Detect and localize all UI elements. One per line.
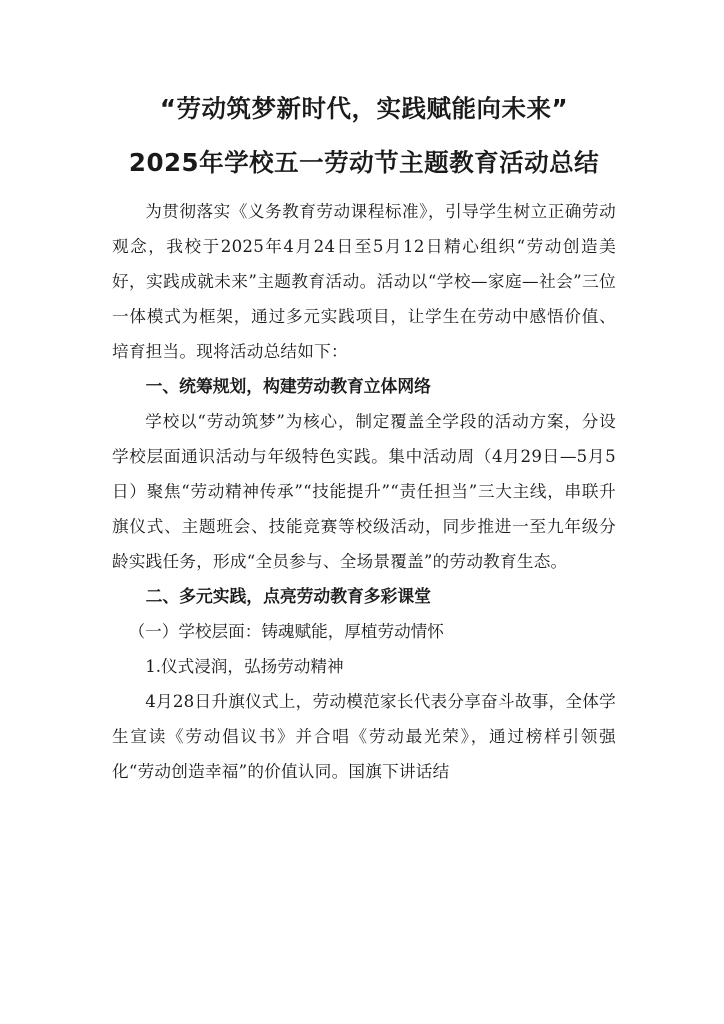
section1-heading: 一、统筹规划，构建劳动教育立体网络 — [145, 376, 431, 396]
document-title-line2: 2025年学校五一劳动节主题教育活动总结 — [128, 148, 600, 177]
section2-heading: 二、多元实践，点亮劳动教育多彩课堂 — [145, 586, 431, 606]
document-title-line1: “劳动筑梦新时代，实践赋能向未来” — [159, 94, 569, 123]
item1-paragraph: 4月28日升旗仪式上，劳动模范家长代表分享奋斗故事，全体学生宣读《劳动倡议书》并合唱《劳动最光荣》，通过榜样引领强化“劳动创造幸福”的价值认同。国旗下讲话结 — [112, 692, 616, 781]
section1-paragraph: 学校以“劳动筑梦”为核心，制定覆盖全学段的活动方案，分设学校层面通识活动与年级特色实践。集中活动周（4月29日—5月5日）聚焦“劳动精神传承”“技能提升”“责任担当”三大主线，串联升旗仪式、主题班会、技能竞赛等校级活动，同步推进一至九年级分龄实践任务，形成“全员参与、全场景覆盖”的劳动教育生态。 — [112, 412, 616, 571]
intro-paragraph: 为贯彻落实《义务教育劳动课程标准》，引导学生树立正确劳动观念，我校于2025年4月24日至5月12日精心组织“劳动创造美好，实践成就未来”主题教育活动。活动以“学校—家庭—社会”三位一体模式为框架，通过多元实践项目，让学生在劳动中感悟价值、培育担当。现将活动总结如下： — [112, 202, 616, 361]
subsection1-heading: （一）学校层面：铸魂赋能，厚植劳动情怀 — [128, 622, 444, 641]
item1-heading: 1.仪式浸润，弘扬劳动精神 — [145, 657, 344, 676]
document-body — [112, 194, 616, 789]
